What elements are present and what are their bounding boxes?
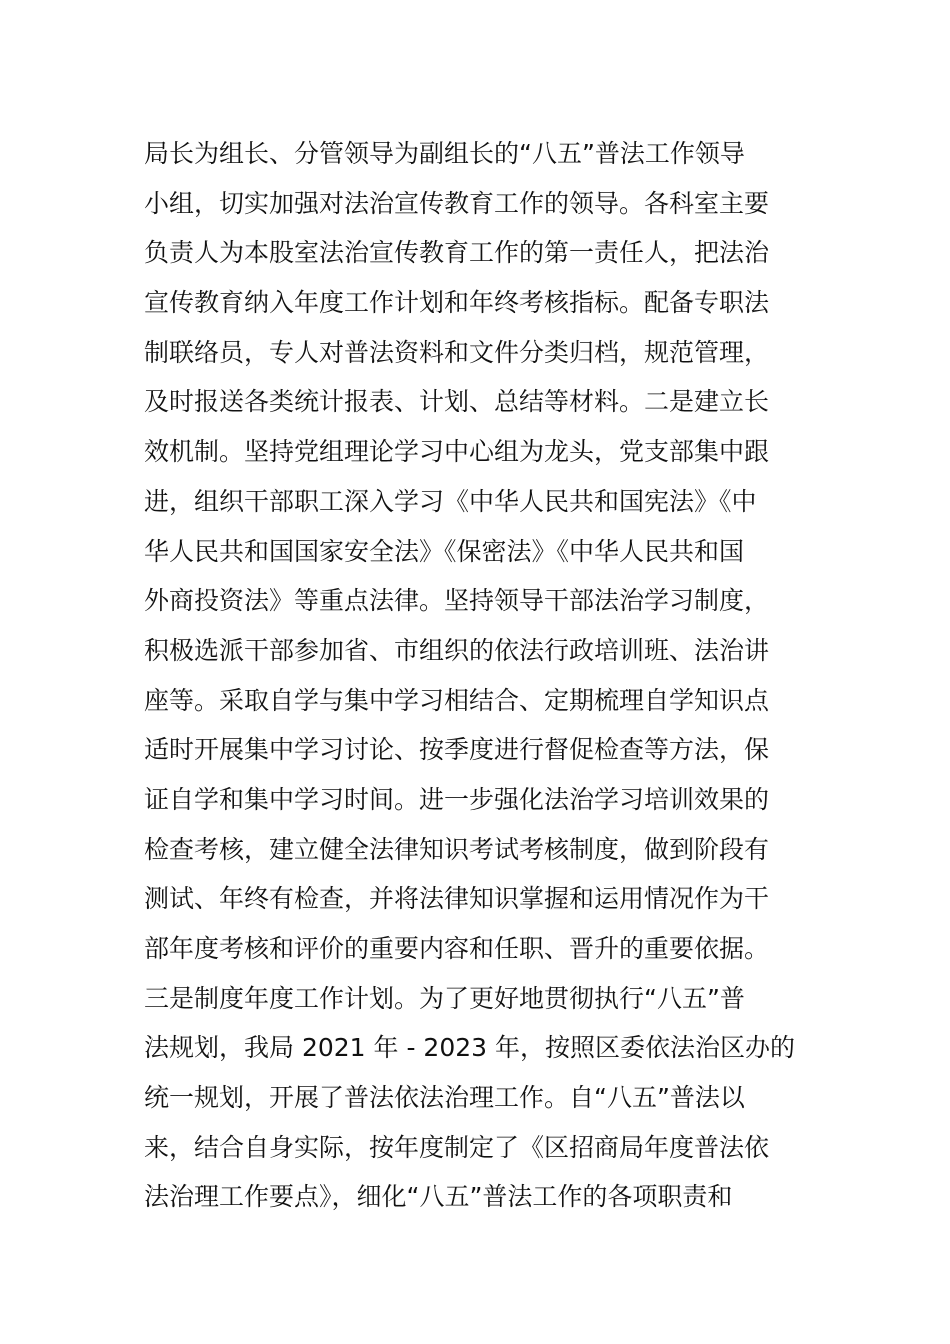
text-line: 来，结合自身实际，按年度制定了《区招商局年度普法依 [144,1132,770,1162]
text-line: 及时报送各类统计报表、计划、总结等材料。二是建立长 [144,387,770,417]
text-line: 检查考核，建立健全法律知识考试考核制度，做到阶段有 [144,834,770,864]
text-line: 华人民共和国国家安全法》《保密法》《中华人民共和国 [144,536,745,566]
text-line: 测试、年终有检查，并将法律知识掌握和运用情况作为干 [144,884,770,914]
text-line: 适时开展集中学习讨论、按季度进行督促检查等方法，保 [144,735,770,765]
text-line: 进，组织干部职工深入学习《中华人民共和国宪法》《中 [144,486,757,516]
text-line: 制联络员，专人对普法资料和文件分类归档，规范管理， [144,337,770,367]
text-line: 法规划，我局 2021 年 - 2023 年，按照区委依法治区办的 [144,1033,796,1063]
text-line: 法治理工作要点》，细化“八五”普法工作的各项职责和 [144,1182,733,1212]
text-line: 积极选派干部参加省、市组织的依法行政培训班、法治讲 [144,635,770,665]
text-line: 负责人为本股室法治宣传教育工作的第一责任人，把法治 [144,238,770,268]
text-line: 座等。采取自学与集中学习相结合、定期梳理自学知识点 [144,685,770,715]
text-line: 三是制度年度工作计划。为了更好地贯彻执行“八五”普 [144,983,745,1013]
body-paragraph [144,129,824,1222]
text-line: 统一规划，开展了普法依法治理工作。自“八五”普法以 [144,1083,745,1113]
text-line: 部年度考核和评价的重要内容和任职、晋升的重要依据。 [144,934,770,963]
text-line: 效机制。坚持党组理论学习中心组为龙头，党支部集中跟 [144,437,770,467]
text-line: 局长为组长、分管领导为副组长的“八五”普法工作领导 [144,139,745,168]
text-line: 小组，切实加强对法治宣传教育工作的领导。各科室主要 [144,188,770,218]
text-line: 宣传教育纳入年度工作计划和年终考核指标。配备专职法 [144,288,770,318]
text-line: 证自学和集中学习时间。进一步强化法治学习培训效果的 [144,784,770,814]
text-line: 外商投资法》等重点法律。坚持领导干部法治学习制度， [144,586,770,616]
